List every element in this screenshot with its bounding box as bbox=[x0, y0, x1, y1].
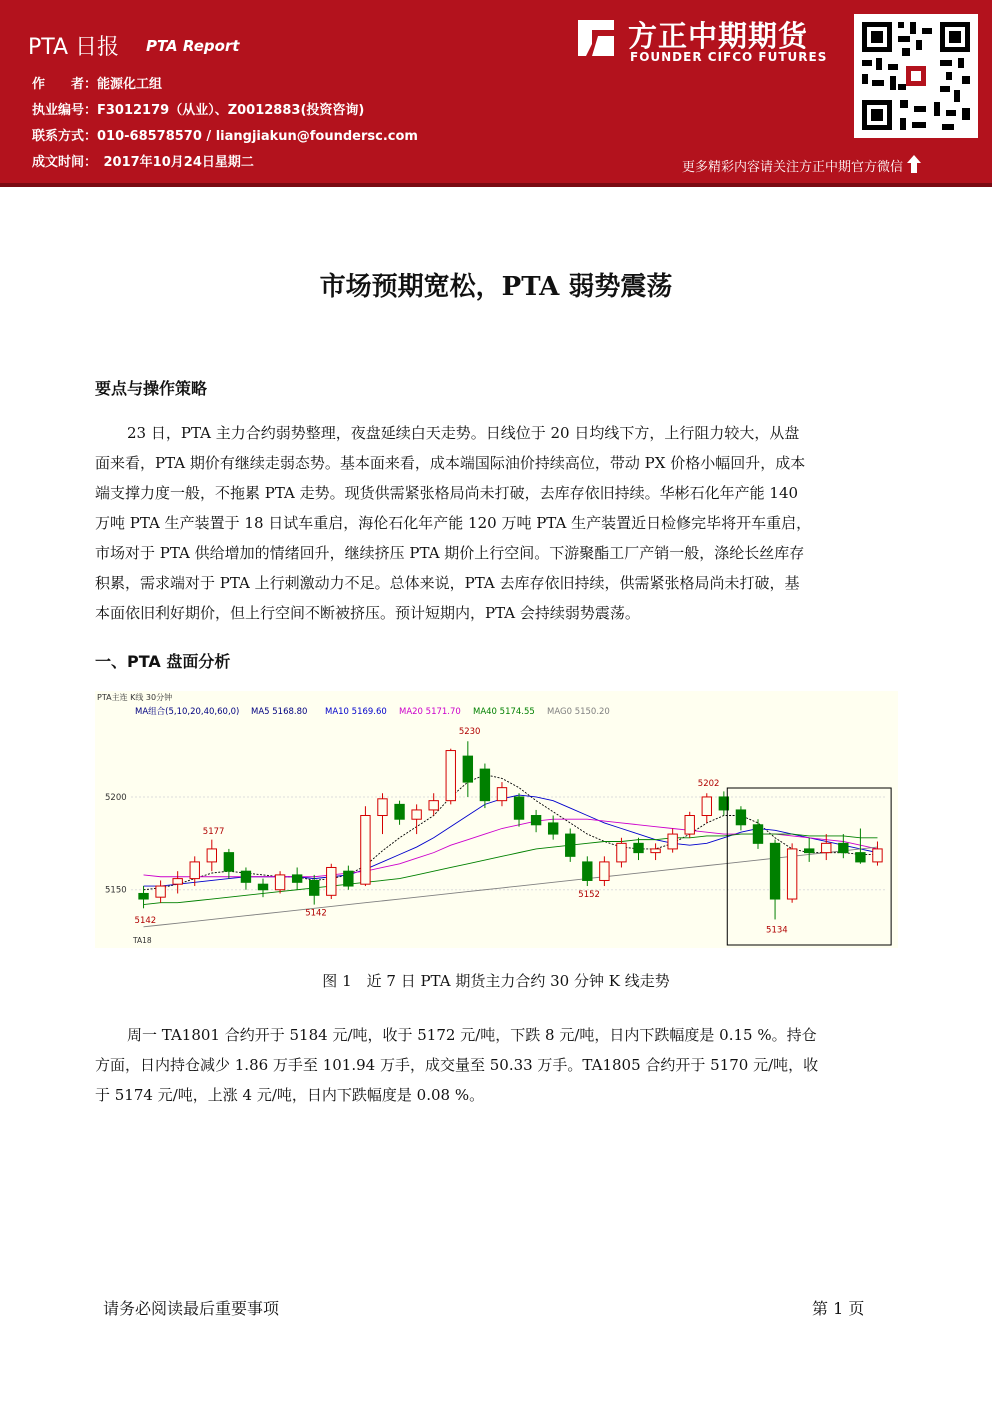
report-title: PTA 日报 bbox=[28, 35, 120, 60]
summary-line: 市场对于 PTA 供给增加的情绪回升，继续挤压 PTA 期价上行空间。下游聚酯工厂产销一般，涤纶长丝库存 bbox=[95, 544, 805, 562]
candle-body bbox=[736, 810, 745, 825]
chart-bottom-label: TA18 bbox=[133, 936, 152, 945]
price-annotation: 5202 bbox=[697, 778, 720, 789]
candle-body bbox=[804, 849, 813, 853]
candle-body bbox=[241, 871, 250, 882]
company-name-cn: 方正中期期货 bbox=[628, 19, 809, 53]
candle-body bbox=[139, 893, 148, 899]
page-number: 第 1 页 bbox=[812, 1299, 865, 1318]
company-logo-icon bbox=[574, 16, 618, 60]
candle-body bbox=[770, 843, 779, 899]
contact-line: 联系方式：010-68578570 / liangjiakun@foundersc.com bbox=[32, 129, 418, 144]
company-logo bbox=[574, 12, 834, 72]
candle-body bbox=[480, 769, 489, 801]
section-heading-analysis: 一、PTA 盘面分析 bbox=[95, 652, 231, 671]
summary-paragraph bbox=[95, 418, 895, 628]
market-paragraph bbox=[95, 1020, 895, 1110]
candle-body bbox=[497, 788, 506, 801]
candle-body bbox=[412, 810, 421, 819]
summary-line: 面来看，PTA 期价有继续走弱态势。基本面来看，成本端国际油价持续高位，带动 PX 价格小幅回升，成本 bbox=[95, 454, 806, 472]
report-subtitle: PTA Report bbox=[146, 37, 240, 55]
price-annotation: 5142 bbox=[134, 916, 157, 927]
ma-line-ma5 bbox=[144, 775, 878, 890]
candle-body bbox=[395, 804, 404, 819]
candle-body bbox=[651, 849, 660, 853]
candle-body bbox=[344, 871, 353, 886]
footer-notice: 请务必阅读最后重要事项 bbox=[103, 1299, 280, 1318]
candle-body bbox=[634, 843, 643, 852]
summary-line: 积累，需求端对于 PTA 上行刺激动力不足。总体来说，PTA 去库存依旧持续，供需紧张格局尚未打破，基 bbox=[95, 574, 800, 592]
market-line: 周一 TA1801 合约开于 5184 元/吨，收于 5172 元/吨，下跌 8 元/吨，日内下跌幅度是 0.15 %。持仓 bbox=[127, 1026, 817, 1044]
candle-body bbox=[753, 825, 762, 844]
market-line: 方面，日内持仓减少 1.86 万手至 101.94 万手，成交量至 50.33 万手。TA1805 合约开于 5170 元/吨，收 bbox=[95, 1056, 819, 1074]
candle-body bbox=[702, 797, 711, 816]
summary-line: 端支撑力度一般，不拖累 PTA 走势。现货供需紧张格局尚未打破，去库存依旧持续。华彬石化年产能 140 bbox=[95, 484, 799, 502]
chart-header-text: PTA主连 K线 30分钟 bbox=[97, 693, 173, 702]
candle-body bbox=[617, 843, 626, 862]
candle-body bbox=[600, 862, 609, 881]
ma-line-ma10 bbox=[144, 795, 878, 886]
ma-legend-label: MA20 5171.70 bbox=[399, 707, 461, 717]
candle-body bbox=[378, 799, 387, 816]
candle-body bbox=[327, 867, 336, 895]
price-annotation: 5134 bbox=[766, 925, 788, 936]
candle-body bbox=[566, 834, 575, 856]
candle-body bbox=[310, 880, 319, 895]
candle-body bbox=[668, 834, 677, 849]
summary-line: 万吨 PTA 生产装置于 18 日试车重启，海伦石化年产能 120 万吨 PTA 生产装置近日检修完毕将开车重启， bbox=[95, 514, 812, 532]
price-annotation: 5177 bbox=[202, 827, 225, 838]
candle-body bbox=[258, 884, 267, 890]
up-arrow-icon bbox=[907, 155, 921, 173]
candle-body bbox=[156, 886, 165, 897]
highlight-box bbox=[727, 788, 891, 945]
price-annotation: 5230 bbox=[458, 726, 481, 737]
report-header bbox=[0, 0, 992, 187]
ma-legend-label: MA40 5174.55 bbox=[473, 707, 535, 717]
candle-body bbox=[873, 849, 882, 862]
ma-legend-label: MA5 5168.80 bbox=[251, 707, 308, 717]
candle-body bbox=[429, 801, 438, 810]
follow-text: 更多精彩内容请关注方正中期官方微信 bbox=[682, 160, 904, 175]
candle-body bbox=[548, 823, 557, 834]
candle-body bbox=[292, 875, 301, 882]
ma-legend-label: MAG0 5150.20 bbox=[547, 707, 610, 717]
market-line: 于 5174 元/吨，上涨 4 元/吨，日内下跌幅度是 0.08 %。 bbox=[95, 1086, 485, 1104]
candle-body bbox=[275, 875, 284, 890]
candle-body bbox=[839, 843, 848, 852]
author-line: 作 者：能源化工组 bbox=[32, 77, 163, 92]
summary-line: 23 日，PTA 主力合约弱势整理，夜盘延续白天走势。日线位于 20 日均线下方，上行阻力较大，从盘 bbox=[127, 424, 800, 442]
ma-legend-label: MA10 5169.60 bbox=[325, 707, 387, 717]
date-line: 成文时间： 2017年10月24日星期二 bbox=[32, 155, 254, 170]
candle-body bbox=[787, 849, 796, 899]
license-line: 执业编号：F3012179（从业）、Z0012883(投资咨询) bbox=[32, 103, 365, 118]
company-name-en: FOUNDER CIFCO FUTURES bbox=[630, 50, 828, 64]
ma-legend-label: MA组合(5,10,20,40,60,0) bbox=[135, 707, 240, 717]
candle-body bbox=[685, 816, 694, 835]
y-tick-label: 5200 bbox=[105, 792, 127, 803]
candle-body bbox=[856, 853, 865, 862]
candle-body bbox=[463, 756, 472, 782]
section-heading-strategy: 要点与操作策略 bbox=[95, 379, 208, 398]
summary-line: 本面依旧利好期价，但上行空间不断被挤压。预计短期内，PTA 会持续弱势震荡。 bbox=[95, 604, 640, 622]
ma-line-ma20 bbox=[144, 819, 878, 877]
ma-line-ma40 bbox=[144, 834, 878, 905]
document-title: 市场预期宽松，PTA 弱势震荡 bbox=[319, 272, 673, 302]
price-annotation: 5152 bbox=[578, 890, 600, 901]
candle-body bbox=[514, 797, 523, 819]
qr-code-icon[interactable] bbox=[854, 14, 978, 138]
candle-body bbox=[361, 816, 370, 885]
candle-body bbox=[224, 853, 233, 872]
candle-body bbox=[207, 849, 216, 862]
price-annotation: 5142 bbox=[305, 908, 327, 919]
candle-body bbox=[822, 843, 831, 852]
ma-line-ma60 bbox=[144, 847, 878, 927]
candle-body bbox=[173, 879, 182, 885]
candle-body bbox=[190, 862, 199, 879]
figure-caption: 图 1 近 7 日 PTA 期货主力合约 30 分钟 K 线走势 bbox=[322, 972, 670, 990]
follow-wechat-text bbox=[682, 155, 921, 175]
candle-body bbox=[446, 751, 455, 801]
candle-body bbox=[583, 862, 592, 881]
candle-body bbox=[531, 816, 540, 825]
y-tick-label: 5150 bbox=[105, 885, 127, 896]
kline-chart bbox=[95, 691, 898, 948]
